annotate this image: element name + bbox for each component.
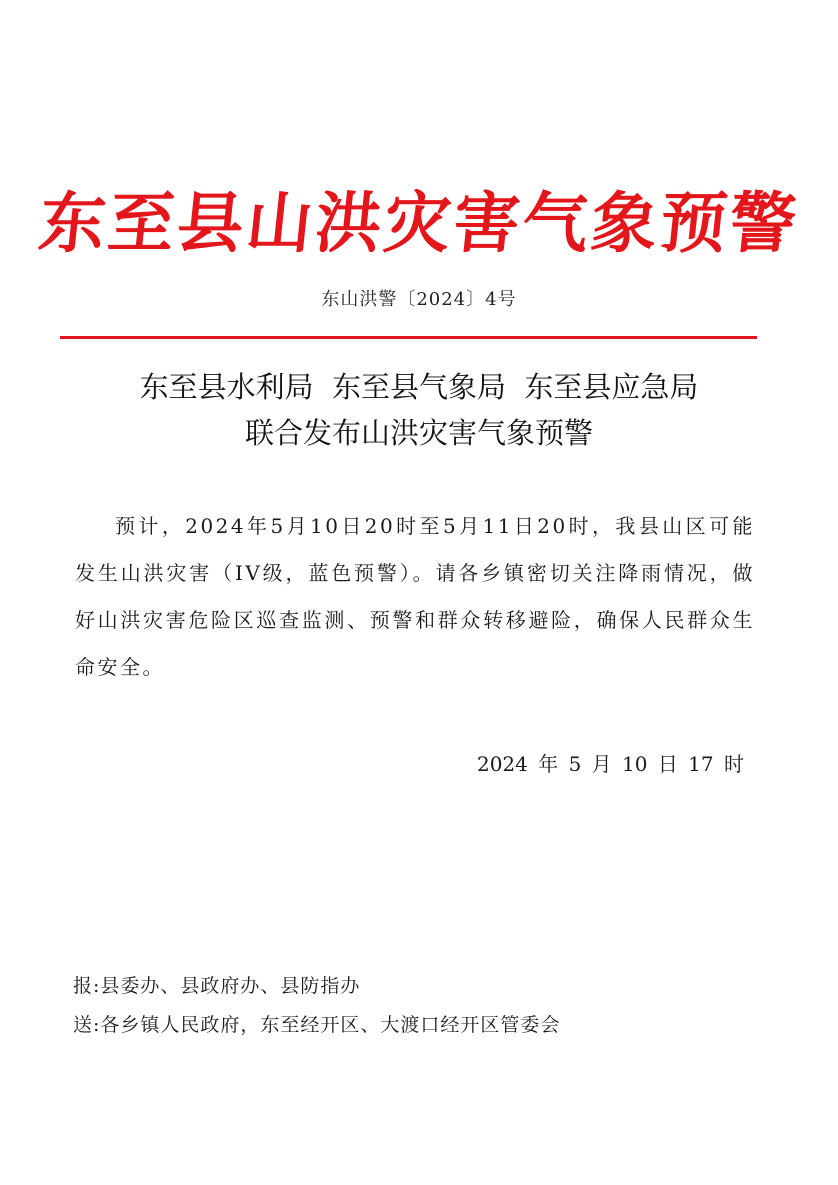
report-to-line: 报:县委办、县政府办、县防指办	[73, 975, 361, 997]
document-number: 东山洪警〔2024〕4号	[321, 289, 517, 310]
warning-paragraph: 预计，2024年5月10日20时至5月11日20时，我县山区可能发生山洪灾害（IV级，蓝色预警）。请各乡镇密切关注降雨情况，做好山洪灾害危险区巡查监测、预警和群众转移避险，确保人民群众生命安全。	[75, 514, 755, 679]
heading-line-1: 东至县水利局 东至县气象局 东至县应急局	[139, 370, 699, 404]
issue-date: 2024 年 5 月 10 日 17 时	[476, 752, 744, 776]
send-to-line: 送:各乡镇人民政府，东至经开区、大渡口经开区管委会	[73, 1014, 561, 1036]
masthead-title: 东至县山洪灾害气象预警	[35, 184, 803, 262]
red-divider-line	[60, 336, 757, 339]
heading-line-2: 联合发布山洪灾害气象预警	[244, 416, 593, 450]
